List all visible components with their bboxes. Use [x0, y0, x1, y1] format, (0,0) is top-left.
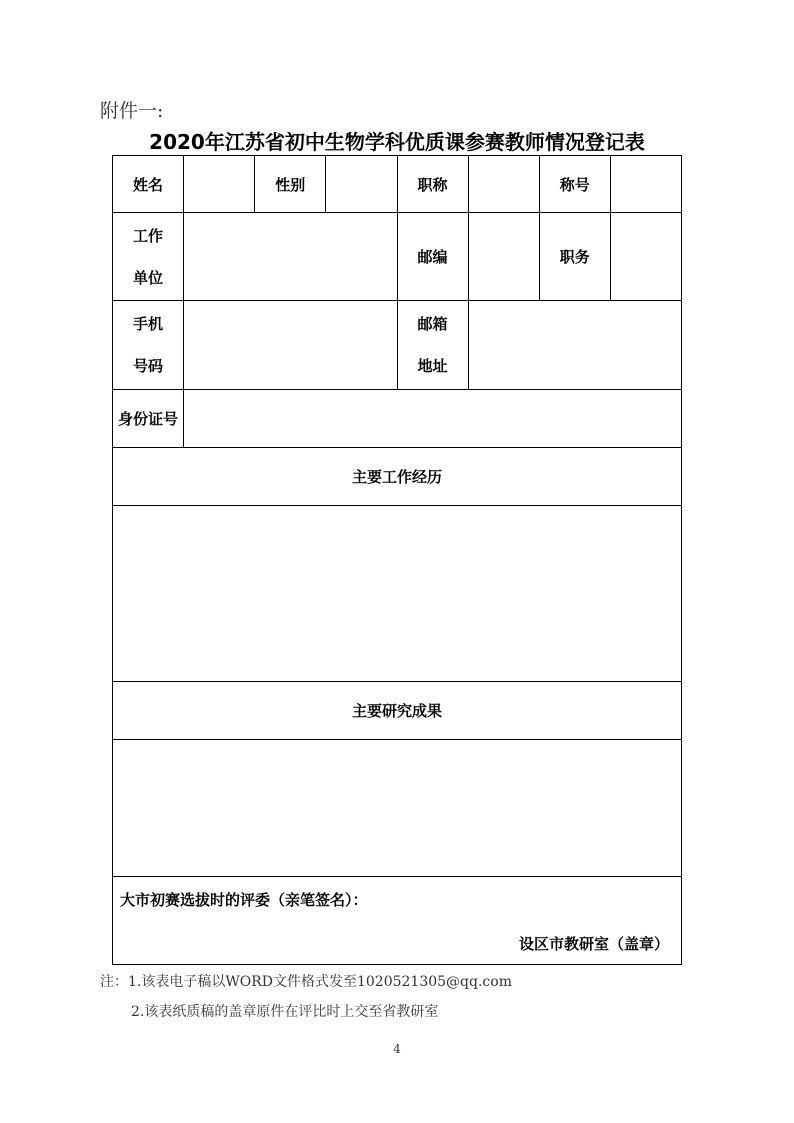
honor-field[interactable]	[610, 156, 681, 213]
honor-label: 称号	[539, 156, 610, 213]
workplace-label-line2: 单位	[133, 268, 164, 287]
postcode-field[interactable]	[468, 213, 539, 301]
gender-label: 性别	[255, 156, 326, 213]
title-label: 职称	[397, 156, 468, 213]
name-field[interactable]	[184, 156, 255, 213]
name-label: 姓名	[113, 156, 184, 213]
gender-field[interactable]	[326, 156, 397, 213]
work-history-field[interactable]	[113, 506, 682, 682]
judges-signature-label: 大市初赛选拔时的评委（亲笔签名）：	[120, 891, 368, 909]
workplace-label	[113, 213, 184, 301]
phone-label-line1: 手机	[133, 315, 164, 333]
notes	[100, 970, 512, 1030]
phone-field[interactable]	[184, 301, 397, 390]
work-history-heading: 主要工作经历	[113, 448, 682, 506]
title-field[interactable]	[468, 156, 539, 213]
research-heading: 主要研究成果	[113, 682, 682, 740]
registration-form	[112, 155, 682, 965]
office-seal-label: 设区市教研室（盖章）	[518, 935, 669, 953]
email-label-line1: 邮箱	[417, 315, 448, 333]
email-label-line2: 地址	[417, 357, 448, 375]
id-number-field[interactable]	[184, 390, 682, 448]
position-label: 职务	[539, 213, 610, 301]
phone-label	[113, 301, 184, 390]
workplace-label-line1: 工作	[133, 226, 164, 245]
email-label	[397, 301, 468, 390]
page-title: 2020年江苏省初中生物学科优质课参赛教师情况登记表	[149, 130, 645, 154]
note-2: 2.该表纸质稿的盖章原件在评比时上交至省教研室	[131, 1004, 439, 1020]
id-number-label: 身份证号	[113, 390, 184, 448]
research-field[interactable]	[113, 740, 682, 877]
note-1: 注：1.该表电子稿以WORD文件格式发至1020521305@qq.com	[100, 974, 512, 990]
position-field[interactable]	[610, 213, 681, 301]
phone-label-line2: 号码	[133, 357, 164, 375]
page-number: 4	[393, 1042, 401, 1056]
email-field[interactable]	[468, 301, 681, 390]
workplace-field[interactable]	[184, 213, 397, 301]
attachment-label: 附件一:	[100, 100, 164, 122]
postcode-label: 邮编	[397, 213, 468, 301]
judges-signature-field[interactable]	[113, 877, 682, 965]
